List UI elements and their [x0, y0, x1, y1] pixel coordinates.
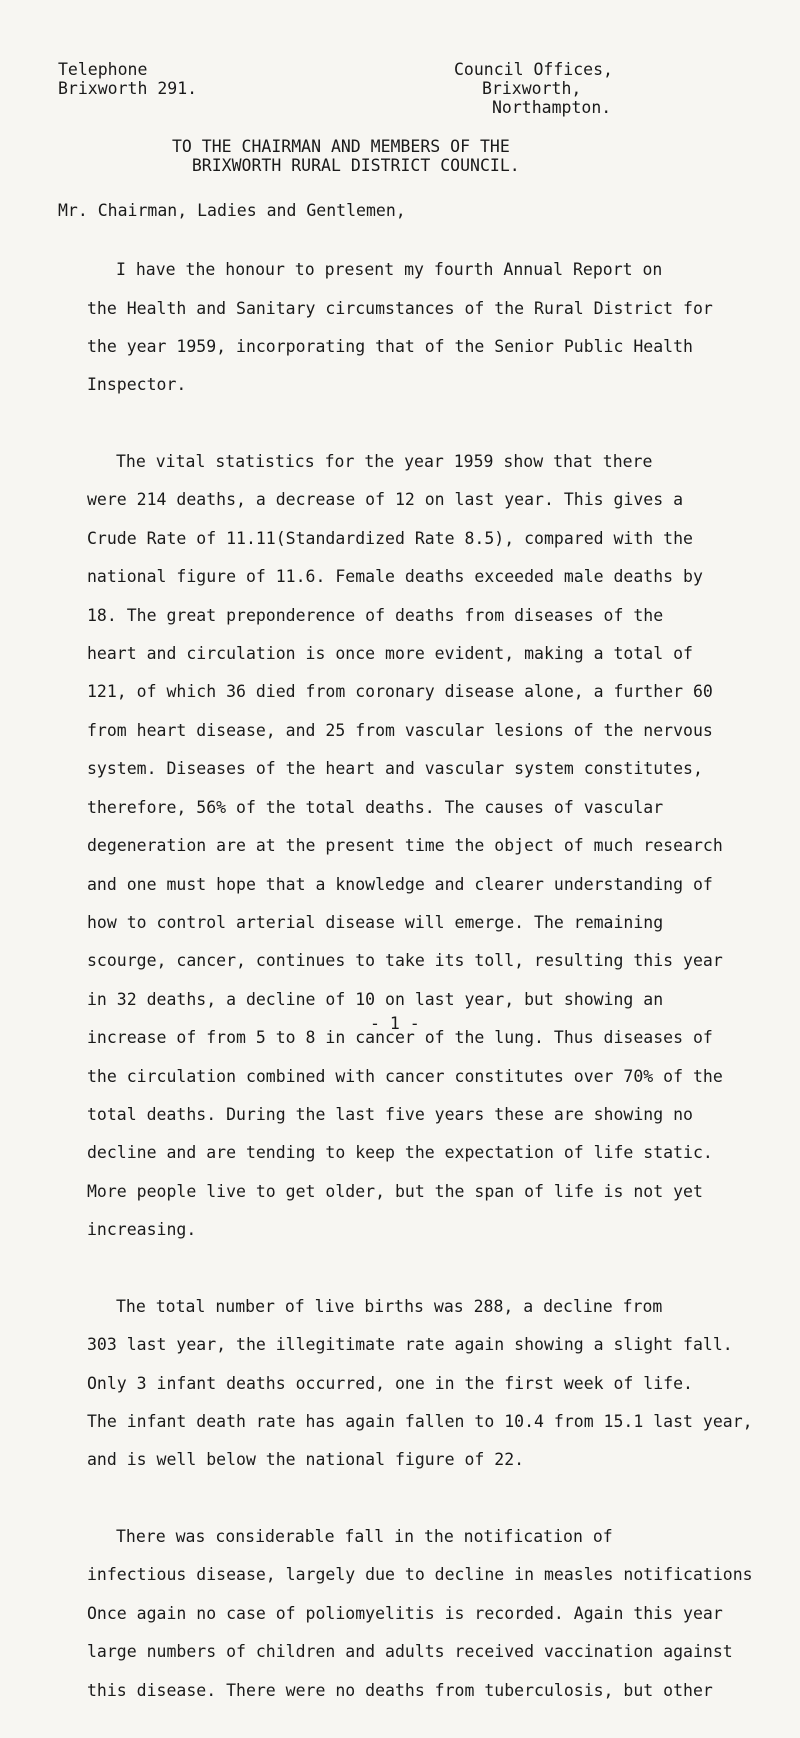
text-line: I have the honour to present my fourth Annual Report on	[116, 260, 663, 280]
paragraph-1	[58, 241, 758, 414]
text-line: in 32 deaths, a decline of 10 on last year, but showing an	[87, 989, 664, 1009]
address-line-1: Council Offices,	[454, 60, 613, 79]
text-line: how to control arterial disease will emerge. The remaining	[87, 912, 664, 932]
text-line: the year 1959, incorporating that of the Senior Public Health	[87, 337, 693, 357]
text-line: The vital statistics for the year 1959 show that there	[116, 452, 653, 472]
text-line: therefore, 56% of the total deaths. The causes of vascular	[87, 797, 664, 817]
text-line: heart and circulation is once more evident, making a total of	[87, 644, 693, 664]
text-line: Crude Rate of 11.11(Standardized Rate 8.5), compared with the	[87, 528, 693, 548]
text-line: degeneration are at the present time the object of much research	[87, 836, 723, 856]
text-line: the circulation combined with cancer constitutes over 70% of the	[87, 1066, 723, 1086]
address-line-3: Northampton.	[492, 98, 612, 117]
text-line: 121, of which 36 died from coronary disease alone, a further 60	[87, 682, 713, 702]
salutation: Mr. Chairman, Ladies and Gentlemen,	[58, 201, 406, 220]
paragraph-3	[58, 1278, 758, 1489]
paragraph-2	[58, 433, 758, 1259]
text-line: and one must hope that a knowledge and clearer understanding of	[87, 874, 713, 894]
addressee-line-1: TO THE CHAIRMAN AND MEMBERS OF THE	[172, 137, 510, 156]
paragraph-4	[58, 1508, 758, 1719]
page-number: - 1 -	[370, 1014, 420, 1033]
telephone-block	[58, 60, 197, 98]
text-line: Inspector.	[87, 375, 187, 395]
text-line: and is well below the national figure of 22.	[87, 1450, 525, 1470]
text-line: from heart disease, and 25 from vascular lesions of the nervous	[87, 720, 713, 740]
text-line: increase of from 5 to 8 in cancer of the lung. Thus diseases of	[87, 1028, 713, 1048]
text-line: were 214 deaths, a decrease of 12 on last year. This gives a	[87, 490, 684, 510]
text-line: infectious disease, largely due to decline in measles notifications	[87, 1565, 753, 1585]
address-line-2: Brixworth,	[482, 79, 582, 98]
text-line: Once again no case of poliomyelitis is recorded. Again this year	[87, 1603, 723, 1623]
addressee-block	[172, 137, 520, 175]
text-line: decline and are tending to keep the expectation of life static.	[87, 1143, 713, 1163]
address-block	[454, 60, 613, 117]
addressee-line-2: BRIXWORTH RURAL DISTRICT COUNCIL.	[191, 156, 520, 175]
text-line: large numbers of children and adults received vaccination against	[87, 1642, 733, 1662]
text-line: national figure of 11.6. Female deaths exceeded male deaths by	[87, 567, 703, 587]
text-line: The infant death rate has again fallen to 10.4 from 15.1 last year,	[87, 1411, 753, 1431]
text-line: There was considerable fall in the notification of	[116, 1527, 613, 1546]
text-line: scourge, cancer, continues to take its toll, resulting this year	[87, 951, 723, 971]
text-line: 18. The great preponderence of deaths from diseases of the	[87, 605, 664, 625]
text-line: The total number of live births was 288, a decline from	[116, 1296, 663, 1316]
text-line: total deaths. During the last five years these are showing no	[87, 1104, 693, 1124]
text-line: system. Diseases of the heart and vascular system constitutes,	[87, 759, 703, 779]
text-line: More people live to get older, but the span of life is not yet	[87, 1181, 703, 1201]
text-line: 303 last year, the illegitimate rate again showing a slight fall.	[87, 1335, 733, 1355]
text-line: the Health and Sanitary circumstances of the Rural District for	[87, 298, 713, 318]
telephone-number: Brixworth 291.	[58, 79, 198, 98]
report-body	[58, 241, 758, 1738]
text-line: increasing.	[87, 1220, 197, 1240]
telephone-label: Telephone	[58, 60, 148, 79]
text-line: Only 3 infant deaths occurred, one in the first week of life.	[87, 1373, 693, 1393]
text-line: this disease. There were no deaths from tuberculosis, but other	[87, 1680, 713, 1700]
